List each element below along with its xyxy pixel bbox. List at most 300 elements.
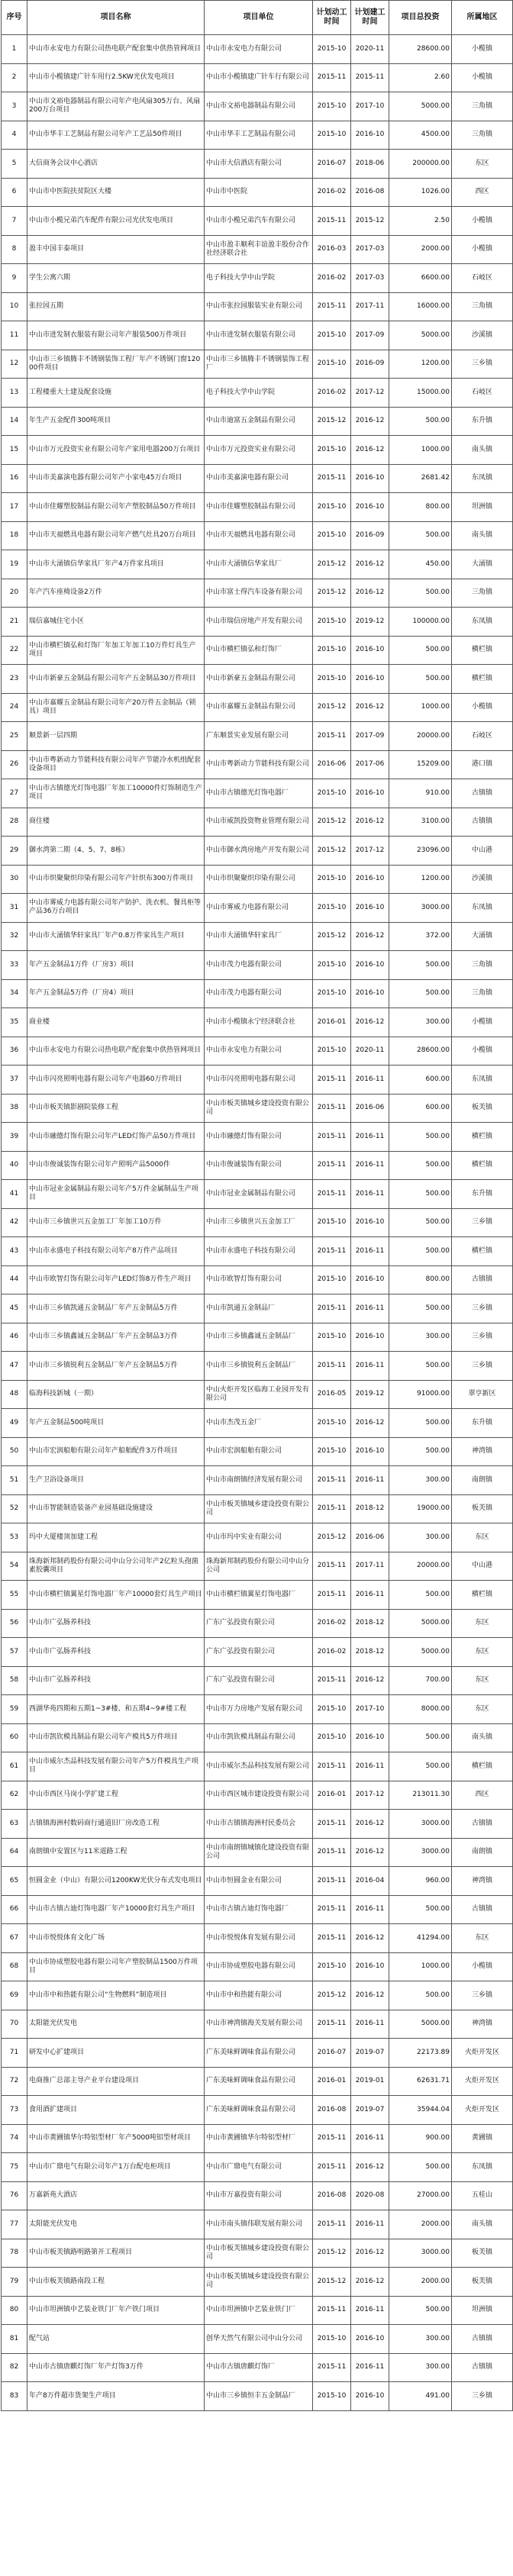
cell-end-time: 2019-12 — [351, 1380, 389, 1409]
table-row — [2, 837, 513, 866]
table-row — [2, 379, 513, 408]
cell-project-unit: 中山市横栏镇翼星灯饰电器厂 — [205, 1581, 313, 1610]
cell-total-investment: 500.00 — [389, 951, 452, 980]
header-end-time: 计划建工时间 — [351, 1, 389, 35]
cell-index: 32 — [2, 922, 27, 951]
cell-total-investment: 20000.00 — [389, 1552, 452, 1581]
cell-region: 三角镇 — [452, 292, 513, 321]
table-row — [2, 2239, 513, 2268]
cell-project-name: 中山市中和热能有限公司“生物燃料”制造项目 — [27, 1981, 205, 2010]
cell-total-investment: 1000.00 — [389, 1952, 452, 1981]
cell-project-unit: 中山市嘉耀五金制品有限公司 — [205, 693, 313, 722]
cell-end-time: 2016-04 — [351, 1867, 389, 1896]
cell-start-time: 2015-11 — [313, 1581, 351, 1610]
cell-project-unit: 中山市茂力电器有限公司 — [205, 979, 313, 1008]
cell-total-investment: 5000.00 — [389, 1609, 452, 1638]
cell-start-time: 2015-12 — [313, 922, 351, 951]
cell-project-name: 中山市雾威力电器有限公司年产防护、洗衣机、餐具柜等产品36万台项目 — [27, 894, 205, 923]
table-row — [2, 1265, 513, 1294]
cell-end-time: 2016-11 — [351, 2124, 389, 2153]
cell-project-unit: 广东广弘投资有限公司 — [205, 1609, 313, 1638]
cell-end-time: 2016-12 — [351, 1981, 389, 2010]
cell-region: 小榄镇 — [452, 235, 513, 264]
cell-end-time: 2016-12 — [351, 693, 389, 722]
cell-project-name: 中山市文裕电器制品有限公司年产电风扇305万台、风扇200万台项目 — [27, 92, 205, 121]
cell-index: 29 — [2, 837, 27, 866]
cell-start-time: 2015-11 — [313, 1752, 351, 1781]
table-row — [2, 321, 513, 350]
cell-index: 45 — [2, 1294, 27, 1323]
cell-end-time: 2016-11 — [351, 1151, 389, 1180]
cell-project-name: 恒圆金业（中山）有限公司1200KW光伏分布式发电项目 — [27, 1867, 205, 1896]
cell-region: 横栏镇 — [452, 636, 513, 665]
cell-project-unit: 中山市中和热能有限公司 — [205, 1981, 313, 2010]
cell-index: 52 — [2, 1494, 27, 1523]
cell-index: 2 — [2, 63, 27, 92]
cell-region: 东凤镇 — [452, 894, 513, 923]
cell-index: 15 — [2, 436, 27, 465]
table-row — [2, 2010, 513, 2039]
table-row — [2, 264, 513, 293]
cell-region: 石岐区 — [452, 722, 513, 751]
cell-project-name: 中山市欧智灯饰有限公司年产LED灯饰8万件生产项目 — [27, 1265, 205, 1294]
cell-project-unit: 中山市威尔杰品科技发展有限公司 — [205, 1752, 313, 1781]
cell-index: 9 — [2, 264, 27, 293]
cell-index: 66 — [2, 1895, 27, 1924]
cell-index: 68 — [2, 1952, 27, 1981]
cell-total-investment: 15000.00 — [389, 379, 452, 408]
cell-index: 8 — [2, 235, 27, 264]
cell-start-time: 2015-11 — [313, 1123, 351, 1152]
cell-end-time: 2016-12 — [351, 407, 389, 436]
cell-end-time: 2020-08 — [351, 2181, 389, 2210]
cell-project-unit: 中山市冠业金属制品有限公司 — [205, 1180, 313, 1209]
cell-region: 古镇镇 — [452, 2353, 513, 2382]
cell-project-unit: 中山市板芙镇城乡建设投资有限公司 — [205, 2239, 313, 2268]
cell-project-unit: 中山市三乡镇恒丰五金制品厂 — [205, 2382, 313, 2411]
cell-project-unit: 中山市宏润船舶有限公司 — [205, 1437, 313, 1466]
cell-index: 67 — [2, 1924, 27, 1953]
cell-start-time: 2016-02 — [313, 1638, 351, 1667]
cell-index: 51 — [2, 1466, 27, 1495]
cell-end-time: 2016-11 — [351, 1180, 389, 1209]
cell-project-unit: 中山市天福燃具电器有限公司 — [205, 521, 313, 550]
table-row — [2, 1523, 513, 1552]
cell-project-name: 中山市粤新动力节能科技有限公司年产节能冷水机组配套设备项目 — [27, 750, 205, 779]
cell-project-name: 瑞信嘉城住宅小区 — [27, 608, 205, 637]
cell-total-investment: 1000.00 — [389, 436, 452, 465]
table-row — [2, 1981, 513, 2010]
cell-project-name: 中山市嘉耀五金制品有限公司年产20万件五金制品（锁具）项目 — [27, 693, 205, 722]
cell-region: 东区 — [452, 1609, 513, 1638]
cell-total-investment: 22173.89 — [389, 2039, 452, 2068]
cell-index: 41 — [2, 1180, 27, 1209]
cell-index: 59 — [2, 1695, 27, 1724]
cell-total-investment: 16000.00 — [389, 292, 452, 321]
cell-total-investment: 500.00 — [389, 2153, 452, 2182]
table-row — [2, 1810, 513, 1839]
cell-project-name: 电商推广总部主导产业平台建设项目 — [27, 2067, 205, 2096]
table-row — [2, 865, 513, 894]
cell-project-name: 中山市板芙镇影剧院装修工程 — [27, 1094, 205, 1123]
cell-project-name: 太阳能光伏发电 — [27, 2210, 205, 2239]
table-row — [2, 2181, 513, 2210]
cell-region: 东区 — [452, 150, 513, 179]
cell-end-time: 2016-11 — [351, 1466, 389, 1495]
cell-total-investment: 300.00 — [389, 1008, 452, 1037]
cell-project-unit: 中山市小榄兄弟汽车有限公司 — [205, 207, 313, 236]
cell-end-time: 2016-10 — [351, 1723, 389, 1752]
cell-project-name: 临海科技新城（一期） — [27, 1380, 205, 1409]
cell-project-name: 中山市三乡镇鑫诚五金制品厂年产五金制品3万件 — [27, 1323, 205, 1352]
cell-project-unit: 中山市南头镇伟联发展有限公司 — [205, 2210, 313, 2239]
cell-project-unit: 广东广弘投资有限公司 — [205, 1666, 313, 1695]
cell-total-investment: 5000.00 — [389, 1638, 452, 1667]
cell-index: 39 — [2, 1123, 27, 1152]
table-row — [2, 636, 513, 665]
cell-project-unit: 中山市凯钦模具制品有限公司 — [205, 1723, 313, 1752]
cell-start-time: 2015-10 — [313, 92, 351, 121]
cell-total-investment: 1200.00 — [389, 350, 452, 379]
cell-project-unit: 广东广弘投资有限公司 — [205, 1638, 313, 1667]
cell-project-name: 中山市小榄兄弟汽车配件有限公司光伏发电项目 — [27, 207, 205, 236]
cell-project-name: 中山市小榄镇建广针车用行2.5KW光伏发电项目 — [27, 63, 205, 92]
cell-region: 三角镇 — [452, 579, 513, 608]
cell-start-time: 2015-10 — [313, 1952, 351, 1981]
cell-end-time: 2016-08 — [351, 178, 389, 207]
cell-index: 40 — [2, 1151, 27, 1180]
table-row — [2, 1552, 513, 1581]
cell-region: 东升镇 — [452, 1180, 513, 1209]
cell-project-unit: 中山市板芙镇城乡建设投资有限公司 — [205, 2268, 313, 2297]
cell-start-time: 2015-11 — [313, 1552, 351, 1581]
table-row — [2, 1123, 513, 1152]
cell-index: 60 — [2, 1723, 27, 1752]
cell-end-time: 2016-12 — [351, 808, 389, 837]
cell-total-investment: 700.00 — [389, 1666, 452, 1695]
cell-start-time: 2016-07 — [313, 150, 351, 179]
cell-index: 17 — [2, 493, 27, 522]
table-row — [2, 1752, 513, 1781]
cell-project-name: 古镇镇海洲村数码商行通道旧厂房改造工程 — [27, 1810, 205, 1839]
cell-end-time: 2016-09 — [351, 350, 389, 379]
cell-project-unit: 中山市板芙镇城乡建设投资有限公司 — [205, 1094, 313, 1123]
cell-end-time: 2016-12 — [351, 436, 389, 465]
cell-project-name: 配气站 — [27, 2325, 205, 2354]
cell-project-name: 西湖华苑四期和五期1~3#楼、和五期4~9#楼工程 — [27, 1695, 205, 1724]
cell-end-time: 2017-03 — [351, 264, 389, 293]
table-row — [2, 407, 513, 436]
cell-total-investment: 2.50 — [389, 207, 452, 236]
cell-end-time: 2017-11 — [351, 292, 389, 321]
cell-region: 东凤镇 — [452, 464, 513, 493]
cell-total-investment: 5000.00 — [389, 92, 452, 121]
cell-project-unit: 中山市万嘉投资有限公司 — [205, 2181, 313, 2210]
cell-project-unit: 中山市永安电力有限公司 — [205, 1037, 313, 1066]
cell-start-time: 2015-11 — [313, 1151, 351, 1180]
cell-region: 横栏镇 — [452, 1752, 513, 1781]
cell-end-time: 2016-12 — [351, 1666, 389, 1695]
cell-project-unit: 中山市三乡镇世兴五金加工厂 — [205, 1208, 313, 1237]
cell-end-time: 2016-10 — [351, 979, 389, 1008]
cell-region: 坦洲镇 — [452, 2296, 513, 2325]
cell-total-investment: 19000.00 — [389, 1494, 452, 1523]
cell-total-investment: 300.00 — [389, 1323, 452, 1352]
cell-region: 西区 — [452, 1781, 513, 1810]
cell-start-time: 2016-01 — [313, 2067, 351, 2096]
cell-index: 58 — [2, 1666, 27, 1695]
cell-index: 80 — [2, 2296, 27, 2325]
table-row — [2, 292, 513, 321]
table-row — [2, 207, 513, 236]
cell-end-time: 2016-06 — [351, 1523, 389, 1552]
cell-start-time: 2015-10 — [313, 636, 351, 665]
cell-index: 43 — [2, 1237, 27, 1266]
cell-project-unit: 中山市粤新动力节能科技有限公司 — [205, 750, 313, 779]
cell-project-unit: 中山市万力房地产发展有限公司 — [205, 1695, 313, 1724]
cell-start-time: 2015-11 — [313, 1838, 351, 1867]
cell-end-time: 2016-12 — [351, 1008, 389, 1037]
cell-start-time: 2015-10 — [313, 1265, 351, 1294]
table-row — [2, 550, 513, 579]
cell-region: 三角镇 — [452, 121, 513, 150]
cell-index: 63 — [2, 1810, 27, 1839]
cell-total-investment: 23096.00 — [389, 837, 452, 866]
table-row — [2, 1895, 513, 1924]
cell-start-time: 2016-08 — [313, 2096, 351, 2125]
cell-index: 12 — [2, 350, 27, 379]
cell-index: 44 — [2, 1265, 27, 1294]
cell-index: 26 — [2, 750, 27, 779]
cell-end-time: 2016-12 — [351, 579, 389, 608]
cell-start-time: 2015-11 — [313, 1466, 351, 1495]
table-row — [2, 608, 513, 637]
cell-index: 36 — [2, 1037, 27, 1066]
cell-index: 1 — [2, 35, 27, 64]
cell-end-time: 2016-10 — [351, 1265, 389, 1294]
cell-index: 49 — [2, 1409, 27, 1438]
cell-total-investment: 500.00 — [389, 1151, 452, 1180]
cell-region: 古镇镇 — [452, 779, 513, 808]
cell-project-unit: 中山市欧智灯饰有限公司 — [205, 1265, 313, 1294]
cell-project-name: 中山市永盛电子科技有限公司年产8万件产品项目 — [27, 1237, 205, 1266]
cell-region: 小榄镇 — [452, 63, 513, 92]
cell-end-time: 2016-12 — [351, 1810, 389, 1839]
cell-index: 34 — [2, 979, 27, 1008]
cell-index: 48 — [2, 1380, 27, 1409]
cell-total-investment: 91000.00 — [389, 1380, 452, 1409]
cell-start-time: 2015-10 — [313, 1409, 351, 1438]
cell-region: 古镇镇 — [452, 1895, 513, 1924]
cell-total-investment: 8000.00 — [389, 1695, 452, 1724]
cell-project-unit: 中山市万元投资实业有限公司 — [205, 436, 313, 465]
cell-end-time: 2016-12 — [351, 2153, 389, 2182]
cell-region: 小榄镇 — [452, 693, 513, 722]
table-row — [2, 722, 513, 751]
cell-project-name: 年产五金制品5万件（厂房4）项目 — [27, 979, 205, 1008]
cell-region: 火炬开发区 — [452, 2096, 513, 2125]
cell-end-time: 2016-11 — [351, 1066, 389, 1095]
cell-end-time: 2016-12 — [351, 2239, 389, 2268]
cell-region: 南头镇 — [452, 521, 513, 550]
cell-region: 东升镇 — [452, 407, 513, 436]
cell-project-name: 年产五金制品1万件（厂房3）项目 — [27, 951, 205, 980]
cell-total-investment: 500.00 — [389, 1752, 452, 1781]
cell-end-time: 2019-12 — [351, 608, 389, 637]
cell-project-name: 中山市横栏镇翼星灯饰电器厂年产10000套灯具生产项目 — [27, 1581, 205, 1610]
cell-total-investment: 600.00 — [389, 1066, 452, 1095]
cell-total-investment: 300.00 — [389, 2325, 452, 2354]
cell-start-time: 2015-10 — [313, 951, 351, 980]
header-index: 序号 — [2, 1, 27, 35]
cell-total-investment: 15209.00 — [389, 750, 452, 779]
cell-start-time: 2015-12 — [313, 2239, 351, 2268]
table-row — [2, 63, 513, 92]
cell-project-unit: 中山市佳耀塑胶制品有限公司 — [205, 493, 313, 522]
table-row — [2, 693, 513, 722]
cell-total-investment: 2.60 — [389, 63, 452, 92]
cell-index: 6 — [2, 178, 27, 207]
cell-end-time: 2019-07 — [351, 2039, 389, 2068]
table-row — [2, 1180, 513, 1209]
cell-region: 东升镇 — [452, 1409, 513, 1438]
table-row — [2, 951, 513, 980]
table-row — [2, 1352, 513, 1381]
cell-start-time: 2015-11 — [313, 63, 351, 92]
cell-end-time: 2017-03 — [351, 235, 389, 264]
cell-project-unit: 中山火炬开发区临海工业园开发有限公司 — [205, 1380, 313, 1409]
cell-project-name: 珠海新邦制药股份有限公司中山分公司年产2亿粒头孢菌素胶囊项目 — [27, 1552, 205, 1581]
cell-start-time: 2015-11 — [313, 2153, 351, 2182]
cell-project-name: 中山市悦悦体育文化广场 — [27, 1924, 205, 1953]
header-project-name: 项目名称 — [27, 1, 205, 35]
cell-region: 东区 — [452, 1924, 513, 1953]
cell-project-unit: 中山市坦洲镇中艺装业铁门厂 — [205, 2296, 313, 2325]
cell-total-investment: 500.00 — [389, 579, 452, 608]
table-row — [2, 2039, 513, 2068]
cell-region: 横栏镇 — [452, 665, 513, 694]
cell-region: 三角镇 — [452, 92, 513, 121]
cell-end-time: 2016-10 — [351, 1952, 389, 1981]
cell-project-unit: 中山市三乡镇锐利五金制品厂 — [205, 1352, 313, 1381]
table-row — [2, 1094, 513, 1123]
cell-index: 3 — [2, 92, 27, 121]
cell-project-unit: 中山市迪富五金制品有限公司 — [205, 407, 313, 436]
cell-region: 东区 — [452, 1638, 513, 1667]
cell-index: 23 — [2, 665, 27, 694]
cell-index: 82 — [2, 2353, 27, 2382]
cell-start-time: 2015-11 — [313, 1867, 351, 1896]
cell-project-unit: 中山市悦悦体育发展有限公司 — [205, 1924, 313, 1953]
cell-project-name: 中山市中医院扶贫院区大楼 — [27, 178, 205, 207]
cell-total-investment: 500.00 — [389, 1437, 452, 1466]
table-row — [2, 1323, 513, 1352]
table-row — [2, 1723, 513, 1752]
cell-project-name: 中山市万元投资实业有限公司年产家用电器200万台项目 — [27, 436, 205, 465]
cell-total-investment: 2000.00 — [389, 235, 452, 264]
header-project-unit: 项目单位 — [205, 1, 313, 35]
cell-total-investment: 600.00 — [389, 1094, 452, 1123]
cell-project-name: 中山市板芙镇路明路第开工程项目 — [27, 2239, 205, 2268]
cell-index: 10 — [2, 292, 27, 321]
cell-start-time: 2015-10 — [313, 2382, 351, 2411]
cell-total-investment: 500.00 — [389, 636, 452, 665]
cell-start-time: 2015-10 — [313, 1037, 351, 1066]
cell-start-time: 2015-10 — [313, 894, 351, 923]
table-body — [2, 35, 513, 2411]
cell-total-investment: 500.00 — [389, 1581, 452, 1610]
cell-region: 神湾镇 — [452, 2010, 513, 2039]
table-row — [2, 1494, 513, 1523]
table-row — [2, 35, 513, 64]
cell-project-unit: 中山市玛中实业有限公司 — [205, 1523, 313, 1552]
cell-end-time: 2018-12 — [351, 1494, 389, 1523]
cell-start-time: 2015-11 — [313, 1294, 351, 1323]
cell-project-unit: 中山市古镇德光灯饰电器厂 — [205, 779, 313, 808]
cell-project-unit: 中山市进发制衣服装有限公司 — [205, 321, 313, 350]
cell-index: 27 — [2, 779, 27, 808]
cell-start-time: 2015-10 — [313, 1695, 351, 1724]
cell-project-name: 中山市广鼎电气有限公司年产1万台配电柜项目 — [27, 2153, 205, 2182]
cell-project-unit: 中山市恒圆金业有限公司 — [205, 1867, 313, 1896]
cell-total-investment: 500.00 — [389, 1895, 452, 1924]
cell-project-name: 玛中大厦楼顶加建工程 — [27, 1523, 205, 1552]
cell-index: 78 — [2, 2239, 27, 2268]
cell-project-name: 中山市西区马岗小学扩建工程 — [27, 1781, 205, 1810]
cell-project-name: 中山市俊诚装饰有限公司年产照明产品5000件 — [27, 1151, 205, 1180]
cell-region: 南头镇 — [452, 436, 513, 465]
table-row — [2, 1237, 513, 1266]
table-row — [2, 2124, 513, 2153]
cell-project-unit: 中山市小榄镇永宁经济联合社 — [205, 1008, 313, 1037]
cell-start-time: 2016-02 — [313, 178, 351, 207]
table-row — [2, 1466, 513, 1495]
cell-project-name: 中山市凯钦模具制品有限公司年产模具5万件项目 — [27, 1723, 205, 1752]
cell-index: 81 — [2, 2325, 27, 2354]
cell-total-investment: 28600.00 — [389, 1037, 452, 1066]
cell-total-investment: 500.00 — [389, 407, 452, 436]
cell-end-time: 2016-11 — [351, 1294, 389, 1323]
cell-end-time: 2016-10 — [351, 665, 389, 694]
cell-end-time: 2016-10 — [351, 636, 389, 665]
cell-project-name: 中山市古镇德光灯饰电器厂年加工10000件灯饰制造生产项目 — [27, 779, 205, 808]
cell-project-name: 中山市佳耀塑胶制品有限公司年产塑胶制品50万件项目 — [27, 493, 205, 522]
cell-project-unit: 中山市美嘉演电器有限公司 — [205, 464, 313, 493]
cell-start-time: 2015-10 — [313, 121, 351, 150]
cell-region: 黄圃镇 — [452, 2124, 513, 2153]
cell-total-investment: 300.00 — [389, 1523, 452, 1552]
cell-start-time: 2015-11 — [313, 2124, 351, 2153]
cell-start-time: 2015-10 — [313, 35, 351, 64]
cell-project-name: 研发中心扩建项目 — [27, 2039, 205, 2068]
cell-region: 三乡镇 — [452, 1294, 513, 1323]
cell-end-time: 2016-11 — [351, 1352, 389, 1381]
cell-index: 71 — [2, 2039, 27, 2068]
cell-region: 板芙镇 — [452, 1494, 513, 1523]
cell-project-name: 中山市坦洲镇中艺装业铁门厂年产铁门项目 — [27, 2296, 205, 2325]
cell-project-unit: 中山市大涌镇华轩家具厂 — [205, 922, 313, 951]
cell-project-unit: 中山市华丰工艺制品有限公司 — [205, 121, 313, 150]
cell-start-time: 2015-11 — [313, 1494, 351, 1523]
cell-start-time: 2016-02 — [313, 1609, 351, 1638]
table-row — [2, 750, 513, 779]
cell-end-time: 2020-11 — [351, 1037, 389, 1066]
cell-project-unit: 电子科技大学中山学院 — [205, 379, 313, 408]
cell-end-time: 2016-10 — [351, 865, 389, 894]
cell-start-time: 2015-10 — [313, 521, 351, 550]
cell-region: 神湾镇 — [452, 1437, 513, 1466]
cell-end-time: 2017-09 — [351, 722, 389, 751]
